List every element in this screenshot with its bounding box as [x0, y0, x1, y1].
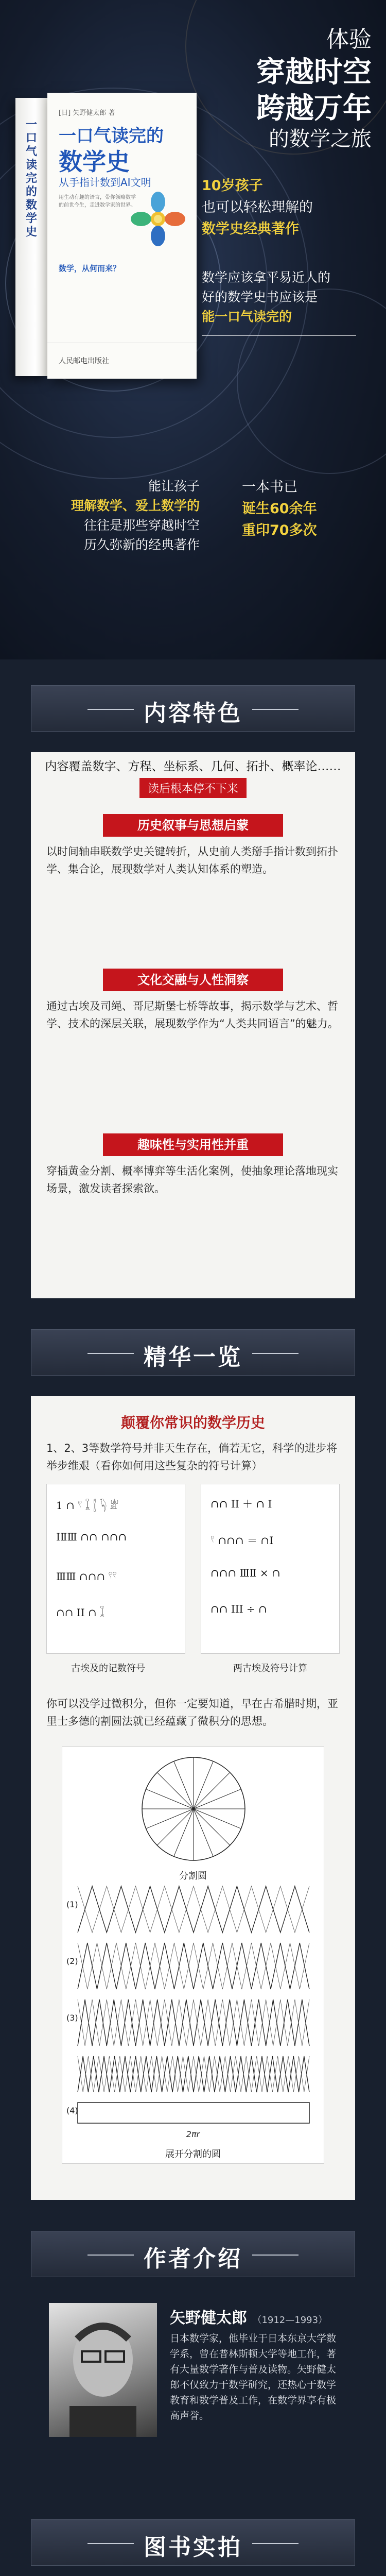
circle-division-diagram — [62, 1747, 325, 2164]
unfolded-sectors — [78, 2056, 309, 2092]
row-label: (1) — [66, 1900, 78, 1909]
row-label: (3) — [66, 2013, 78, 2023]
note-line: 能让孩子 — [148, 479, 200, 494]
unfolded-sectors-inner — [78, 1999, 309, 2046]
section-title-highlights: 精华一览 — [0, 1338, 386, 1371]
highlights-panel — [31, 1396, 355, 2200]
features-panel — [31, 752, 355, 1298]
features-cover-line: 内容覆盖数字、方程、坐标系、几何、拓扑、概率论…… — [45, 760, 341, 773]
unfolded-sectors — [78, 1943, 309, 1989]
section-title-photos: 图书实拍 — [0, 2529, 386, 2562]
section-title-author: 作者介绍 — [0, 2240, 386, 2273]
feature-block — [46, 969, 340, 1103]
note-line: 数学史经典著作 — [202, 221, 299, 237]
book-cover-text: 用生动有趣的语言，带你领略数学的前世今生，走进数学家的世界。 — [59, 195, 136, 208]
book-cover — [47, 93, 197, 379]
symbol-row: ∩∩ ⅠⅠ ∩ 𓆼 — [56, 1606, 105, 1619]
note-line: 重印70多次 — [242, 522, 317, 538]
author-years: （1912—1993） — [252, 2315, 328, 2326]
figure-caption: 古埃及的记数符号 — [71, 1663, 145, 1674]
figure-egypt-numerals — [46, 1484, 185, 1654]
note-line: 好的数学史书应该是 — [202, 290, 318, 304]
symbol-row: ∩∩ ⅠⅠⅠ ÷ ∩ — [210, 1603, 267, 1615]
figure-caption: 分割圆 — [179, 1871, 207, 1882]
unfolded-sectors-inner — [78, 1886, 309, 1933]
note-line: 也可以轻松理解的 — [202, 199, 313, 215]
feature-block — [46, 814, 340, 943]
note-line: 能一口气读完的 — [202, 309, 292, 324]
book-subtitle: 从手指计数到AI文明 — [59, 176, 151, 189]
feature-head: 趣味性与实用性并重 — [103, 1133, 283, 1156]
symbol-row: 1 ∩ 𓍢 𓆼 𓂭 𓆐 𓁨 — [56, 1499, 119, 1512]
figure-egypt-calc — [201, 1484, 340, 1654]
note-line: 历久弥新的经典著作 — [83, 537, 200, 552]
book-title-line2: 数学史 — [59, 148, 130, 176]
row-label: (4) — [66, 2106, 78, 2115]
feature-body: 以时间轴串联数学史关键转折，从史前人类掰手指计数到拓扑学、集合论，展现数学对人类认知体系的塑造。 — [46, 845, 338, 875]
unfolded-sectors — [78, 1886, 309, 1933]
note-line: 诞生60余年 — [242, 501, 317, 517]
author-portrait — [49, 2303, 157, 2437]
symbol-row: 𓍢 ∩∩∩ ＝ ∩Ⅰ — [210, 1534, 274, 1547]
note-line: 10岁孩子 — [202, 178, 263, 194]
note-line: 理解数学、爱上数学的 — [71, 498, 200, 513]
author-bio: 日本数学家，他毕业于日本东京大学数学系，曾在普林斯顿大学等地工作，著有大量数学著作与普及读物。矢野健太郎不仅致力于数学研究，还热心于数学教育和数学普及工作，在数学界享有极高声誉。 — [170, 2333, 337, 2421]
book-badge: 数学，从何而来？ — [59, 264, 121, 273]
figure-circle-division — [62, 1747, 324, 2164]
highlights-text2: 你可以没学过微积分，但你一定要知道，早在古希腊时期，亚里士多德的割圆法就已经蕴藏了微积分的思想。 — [46, 1698, 338, 1727]
symbol-row: ∩∩∩ ⅢⅡ × ∩ — [210, 1567, 280, 1579]
note-line: 一本书已 — [242, 479, 297, 495]
row-label: (2) — [66, 1956, 78, 1966]
author-name — [170, 2305, 327, 2328]
hero-title-line4: 的数学之旅 — [269, 127, 372, 151]
book-cover-footer — [47, 343, 197, 379]
feature-block — [46, 1133, 340, 1252]
hero-title-line1: 体验 — [326, 26, 372, 53]
symbol-row: ⅢⅢ ∩∩∩ 𓍢𓍢 — [56, 1570, 117, 1583]
symbol-row: ∩∩ ⅠⅠ ＋ ∩ Ⅰ — [210, 1498, 272, 1510]
divider — [202, 335, 356, 336]
highlights-subtitle: 颠覆你常识的数学历史 — [120, 1414, 265, 1431]
circle-sector-line — [194, 1809, 230, 1845]
author-name-text: 矢野健太郎 — [170, 2309, 247, 2327]
feature-body: 通过古埃及司绳、哥尼斯堡七桥等故事，揭示数学与艺术、哲学、技术的深层关联，展现数学作为“人类共同语言”的魅力。 — [46, 1000, 339, 1030]
highlights-text1: 1、2、3等数学符号并非天生存在，倘若无它，科学的进步将举步维艰（看你如何用这些复杂的符号计算） — [46, 1442, 338, 1472]
figure-caption: 展开分割的圆 — [165, 2149, 221, 2160]
symbol-row: ⅠⅡⅢ ∩∩ ∩∩∩ — [56, 1531, 127, 1543]
book-author: [日] 矢野健太郎 著 — [59, 109, 115, 117]
flower-illustration — [130, 191, 186, 247]
circle-sector-line — [157, 1772, 194, 1809]
hero-note-approachable — [202, 268, 330, 327]
features-note — [31, 778, 355, 798]
hero-section — [0, 0, 386, 659]
unfolded-sectors-inner — [78, 2056, 309, 2092]
unfolded-sectors — [78, 1999, 309, 2046]
hero-title-line2: 穿越时空 — [256, 56, 372, 89]
feature-head: 文化交融与人性洞察 — [103, 969, 283, 991]
book-spine-text: 一口气读完的数学史 — [25, 118, 37, 239]
hero-title-line3: 跨越万年 — [256, 92, 372, 125]
book-spine — [15, 98, 48, 376]
features-note-label: 读后根本停不下来 — [139, 778, 247, 798]
unfolded-sectors-inner — [78, 1943, 309, 1989]
hero-note-editions — [242, 477, 317, 541]
author-photo — [49, 2303, 157, 2437]
figure-caption: 两古埃及符号计算 — [233, 1663, 307, 1674]
section-title-features: 内容特色 — [0, 694, 386, 727]
publisher: 人民邮电出版社 — [59, 357, 109, 365]
circumference-label: 2πr — [186, 2129, 200, 2139]
feature-head: 历史叙事与思想启蒙 — [103, 814, 283, 837]
note-line: 数学应该拿平易近人的 — [202, 270, 331, 285]
book-image — [15, 93, 190, 381]
circle-sector-line — [194, 1772, 230, 1809]
circle-sector-line — [157, 1809, 194, 1845]
note-line: 往往是那些穿越时空 — [83, 518, 200, 533]
book-title-line1: 一口气读完的 — [59, 126, 164, 146]
hero-note-kids — [202, 175, 313, 240]
hero-note-classic — [30, 477, 200, 555]
feature-body: 穿插黄金分割、概率博弈等生活化案例，使抽象理论落地现实场景，激发读者探索欲。 — [46, 1165, 338, 1195]
